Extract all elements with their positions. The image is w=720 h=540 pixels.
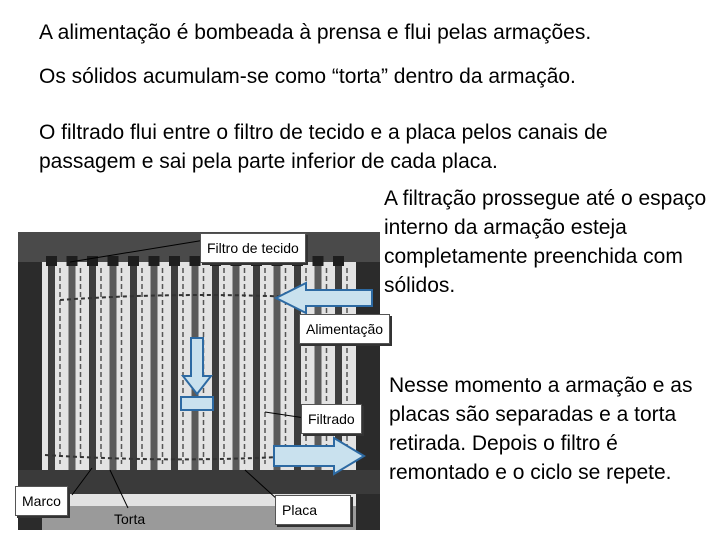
plate-top-lug bbox=[149, 256, 160, 266]
paragraph-cycle: Nesse momento a armação e as placas são separadas e a torta retirada. Depois o filtro é remontado e o ciclo se repete. bbox=[389, 374, 693, 484]
plate bbox=[110, 262, 117, 470]
plate-top-lug bbox=[313, 256, 324, 266]
plate-top-lug bbox=[46, 256, 57, 266]
label-filtro-de-tecido: Filtro de tecido bbox=[200, 233, 306, 263]
paragraph-feed: A alimentação é bombeada à prensa e flui pelas armações. bbox=[39, 21, 592, 44]
plate bbox=[151, 262, 158, 470]
plate bbox=[48, 262, 55, 470]
paragraph-filtrate: O filtrado flui entre o filtro de tecido e a placa pelos canais de passagem e sai pela parte inferior de cada placa. bbox=[39, 121, 608, 173]
label-placa: Placa bbox=[275, 495, 351, 525]
plate bbox=[89, 262, 96, 470]
label-torta: Torta bbox=[114, 511, 146, 527]
plate bbox=[171, 262, 178, 470]
plate bbox=[212, 262, 219, 470]
plate-top-lug bbox=[190, 256, 201, 266]
label-marco: Marco bbox=[15, 486, 68, 516]
label-filtrado: Filtrado bbox=[301, 404, 362, 434]
plate bbox=[253, 262, 260, 470]
plate-top-lug bbox=[108, 256, 119, 266]
plate bbox=[233, 262, 240, 470]
plate-top-lug bbox=[128, 256, 139, 266]
plate bbox=[69, 262, 76, 470]
plate-top-lug bbox=[333, 256, 344, 266]
plate bbox=[130, 262, 137, 470]
plate bbox=[274, 262, 281, 470]
filtrate-box bbox=[181, 397, 213, 410]
paragraph-solids: Os sólidos acumulam-se como “torta” dentro da armação. bbox=[39, 65, 576, 88]
paragraph-filtration: A filtração prossegue até o espaço interno da armação esteja completamente preenchida com sólidos. bbox=[384, 187, 707, 297]
bottom-rail bbox=[18, 470, 380, 494]
label-alimentacao: Alimentação bbox=[299, 314, 390, 344]
plate-top-lug bbox=[169, 256, 180, 266]
